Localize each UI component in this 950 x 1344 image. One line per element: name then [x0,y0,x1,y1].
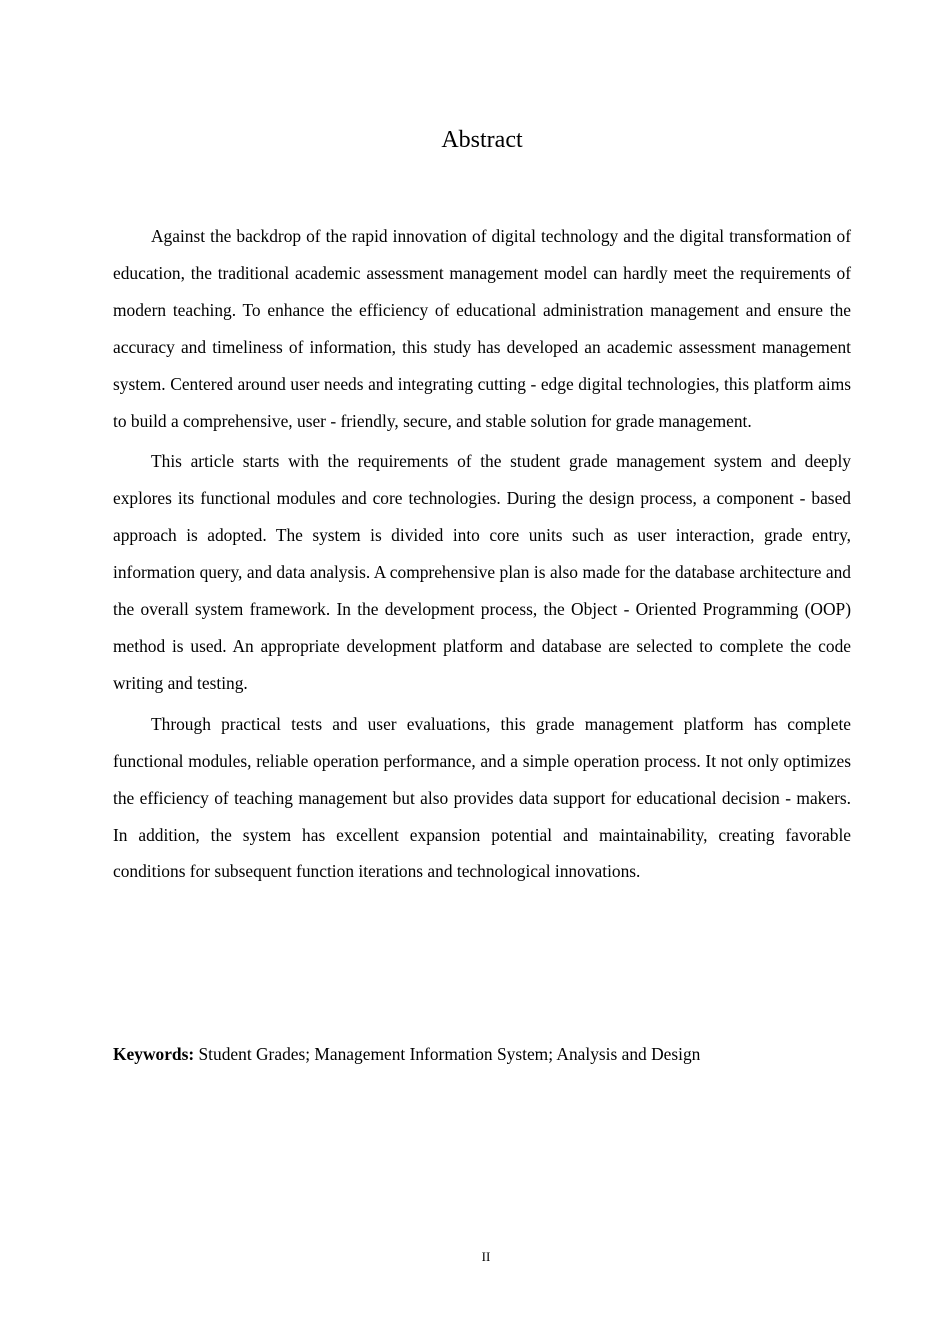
page-title: Abstract [441,127,523,153]
abstract-paragraph-2: This article starts with the requirements of the student grade management system and deeply explores its functional modules and core technologies. During the design process, a component - based approach is adopted. The system is divided into core units such as user interaction, grade entry, information query, and data analysis. A comprehensive plan is also made for the database architecture and the overall system framework. In the development process, the Object - Oriented Programming (OOP) method is used. An appropriate development platform and database are selected to complete the code writing and testing. [113,451,851,693]
keywords-label: Keywords: [113,1044,195,1064]
page-number: II [481,1249,491,1264]
abstract-body [113,218,851,894]
keywords-text: Student Grades; Management Information System; Analysis and Design [198,1044,701,1064]
keywords-line [113,1038,851,1070]
abstract-paragraph-3: Through practical tests and user evaluations, this grade management platform has complete functional modules, reliable operation performance, and a simple operation process. It not only optimizes the efficiency of teaching management but also provides data support for educational decision - makers. In addition, the system has excellent expansion potential and maintainability, creating favorable conditions for subsequent function iterations and technological innovations. [113,713,851,882]
abstract-paragraph-1: Against the backdrop of the rapid innovation of digital technology and the digital transformation of education, the traditional academic assessment management model can hardly meet the requirements of modern teaching. To enhance the efficiency of educational administration management and ensure the accuracy and timeliness of information, this study has developed an academic assessment management system. Centered around user needs and integrating cutting - edge digital technologies, this platform aims to build a comprehensive, user - friendly, secure, and stable solution for grade management. [113,226,851,431]
